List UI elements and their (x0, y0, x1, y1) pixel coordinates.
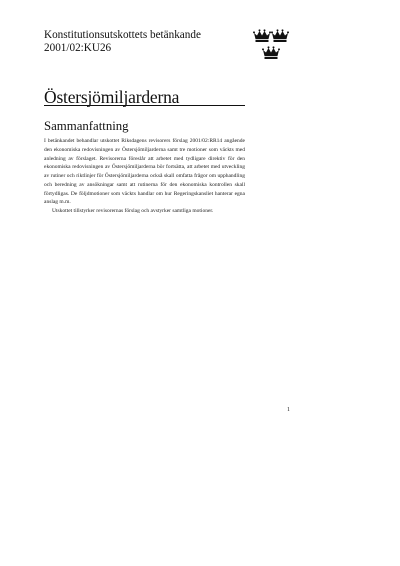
report-number: 2001/02:KU26 (44, 42, 112, 54)
summary-body (44, 137, 245, 216)
section-heading: Sammanfattning (44, 119, 129, 133)
summary-paragraph: I betänkandet behandlar utskottet Riksdagens revisorers förslag 2001/02:RR14 angående den ekonomiska redovisningen av Östersjömiljarderna samt tre motioner som väckts med anledning av förslaget. Revisorerna föreslår att arbetet med tydligare direktiv för den ekonomiska redovisningen av Östersjömiljarderna bör fortsätta, att arbetet med utveckling av rutiner och riktlinjer för Östersjömiljarderna också skall omfatta frågor om upphandling och beredning av ansökningar samt att rutinerna för den ekonomiska kontrollen skall förtydligas. De följdmotioner som väckts handlar om hur Regeringskansliet hanterar egna anslag m.m. (44, 138, 245, 206)
summary-paragraph: Utskottet tillstyrker revisorernas förslag och avstyrker samtliga motioner. (52, 208, 214, 214)
page-number: 1 (287, 407, 290, 413)
committee-report-title: Konstitutionsutskottets betänkande (44, 29, 201, 41)
title-rule (44, 105, 245, 106)
document-title: Östersjömiljarderna (44, 87, 180, 107)
three-crowns-icon (253, 27, 289, 63)
